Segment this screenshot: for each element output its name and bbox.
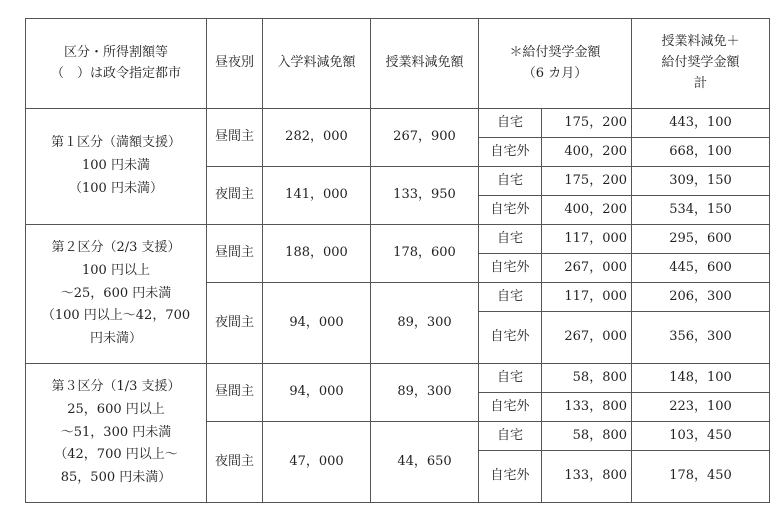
- scholarship-cell: 58，800: [542, 422, 632, 451]
- daynight-cell: 夜間主: [207, 167, 263, 225]
- scholarship-cell: 133，800: [542, 451, 632, 503]
- total-cell: 443，100: [632, 109, 770, 138]
- total-cell: 534，150: [632, 196, 770, 225]
- header-row: [26, 19, 770, 109]
- category-line: 100 円以上: [82, 262, 150, 278]
- header-total-line2: 給付奨学金額: [661, 55, 740, 71]
- scholarship-cell: 117，000: [542, 283, 632, 312]
- header-total: [632, 19, 770, 109]
- residence-type-cell: 自宅外: [479, 254, 542, 283]
- admission-cell: 188，000: [263, 225, 371, 283]
- fee-reduction-table: [25, 18, 770, 503]
- header-daynight: 昼夜別: [207, 19, 263, 109]
- daynight-cell: 夜間主: [207, 422, 263, 503]
- category-line: 第１区分（満額支援）: [50, 135, 181, 151]
- scholarship-cell: 133，800: [542, 393, 632, 422]
- tuition-cell: 178，600: [371, 225, 479, 283]
- category-line: 25，600 円以上: [67, 401, 165, 417]
- header-category-line1: 区分・所得割額等: [63, 44, 168, 60]
- tuition-cell: 44，650: [371, 422, 479, 503]
- header-admission: 入学料減免額: [263, 19, 371, 109]
- category-line: （42，700 円以上～: [54, 447, 178, 463]
- header-category-line2: （ ）は政令指定都市: [50, 65, 181, 81]
- header-scholarship: [479, 19, 632, 109]
- admission-cell: 94，000: [263, 283, 371, 364]
- scholarship-cell: 400，200: [542, 138, 632, 167]
- header-scholarship-line2: （6 カ月）: [522, 65, 588, 81]
- scholarship-cell: 117，000: [542, 225, 632, 254]
- category-line: 第２区分（2/3 支援）: [51, 240, 181, 256]
- tuition-cell: 89，300: [371, 283, 479, 364]
- scholarship-cell: 267，000: [542, 254, 632, 283]
- category-line: 第３区分（1/3 支援）: [51, 379, 181, 395]
- scholarship-cell: 58，800: [542, 364, 632, 393]
- category-line: ～51，300 円未満: [60, 424, 172, 440]
- residence-type-cell: 自宅: [479, 167, 542, 196]
- tuition-cell: 267，900: [371, 109, 479, 167]
- category-line: 85，500 円未満）: [60, 470, 172, 486]
- total-cell: 223，100: [632, 393, 770, 422]
- scholarship-cell: 175，200: [542, 167, 632, 196]
- admission-cell: 94，000: [263, 364, 371, 422]
- residence-type-cell: 自宅外: [479, 451, 542, 503]
- residence-type-cell: 自宅: [479, 225, 542, 254]
- category-line: 円未満）: [89, 331, 142, 347]
- header-total-line3: 計: [694, 75, 708, 91]
- total-cell: 445，600: [632, 254, 770, 283]
- residence-type-cell: 自宅: [479, 109, 542, 138]
- category-cell-1: [26, 109, 207, 225]
- category-line: （100 円以上～42，700: [41, 308, 191, 324]
- category-line: （100 円未満）: [69, 180, 163, 196]
- daynight-cell: 昼間主: [207, 225, 263, 283]
- scholarship-cell: 267，000: [542, 312, 632, 364]
- residence-type-cell: 自宅: [479, 364, 542, 393]
- table-row: [26, 364, 770, 393]
- category-cell-2: [26, 225, 207, 364]
- category-line: 100 円未満: [82, 158, 150, 174]
- daynight-cell: 夜間主: [207, 283, 263, 364]
- table-row: [26, 109, 770, 138]
- admission-cell: 47，000: [263, 422, 371, 503]
- residence-type-cell: 自宅外: [479, 196, 542, 225]
- category-line: ～25，600 円未満: [60, 285, 172, 301]
- scholarship-cell: 400，200: [542, 196, 632, 225]
- total-cell: 103，450: [632, 422, 770, 451]
- tuition-cell: 133，950: [371, 167, 479, 225]
- residence-type-cell: 自宅: [479, 422, 542, 451]
- header-category: [26, 19, 207, 109]
- total-cell: 148，100: [632, 364, 770, 393]
- total-cell: 178，450: [632, 451, 770, 503]
- residence-type-cell: 自宅外: [479, 393, 542, 422]
- daynight-cell: 昼間主: [207, 364, 263, 422]
- daynight-cell: 昼間主: [207, 109, 263, 167]
- residence-type-cell: 自宅外: [479, 138, 542, 167]
- admission-cell: 282，000: [263, 109, 371, 167]
- header-scholarship-line1: ＊給付奨学金額: [509, 44, 601, 60]
- scholarship-cell: 175，200: [542, 109, 632, 138]
- total-cell: 309，150: [632, 167, 770, 196]
- category-cell-3: [26, 364, 207, 503]
- total-cell: 356，300: [632, 312, 770, 364]
- admission-cell: 141，000: [263, 167, 371, 225]
- total-cell: 295，600: [632, 225, 770, 254]
- residence-type-cell: 自宅外: [479, 312, 542, 364]
- header-tuition: 授業料減免額: [371, 19, 479, 109]
- total-cell: 668，100: [632, 138, 770, 167]
- total-cell: 206，300: [632, 283, 770, 312]
- header-total-line1: 授業料減免＋: [661, 34, 740, 50]
- tuition-cell: 89，300: [371, 364, 479, 422]
- table-row: [26, 225, 770, 254]
- residence-type-cell: 自宅: [479, 283, 542, 312]
